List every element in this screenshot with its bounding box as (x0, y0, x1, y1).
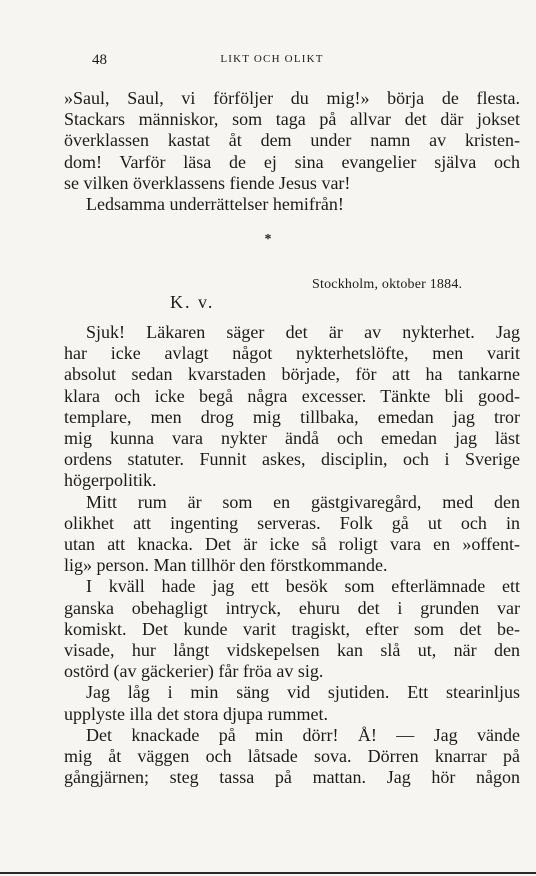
text-line: överklassen kastat åt dem under namn av kristen- (64, 130, 520, 151)
text-line: komiskt. Det kunde varit tragiskt, efter som det be- (64, 618, 520, 639)
text-line: Ledsamma underrättelser hemifrån! (86, 194, 344, 215)
text-line: absolut sedan kvarstaden började, för att ha tankarne (64, 364, 520, 385)
text-line: upplyste illa det stora djupa rummet. (64, 703, 328, 724)
text-line: högerpolitik. (64, 470, 157, 491)
text-line: I kväll hade jag ett besök som efterlämnade ett (86, 576, 520, 597)
text-line: ordens statuter. Funnit askes, disciplin, och i Sverige (64, 449, 520, 470)
scan-edge (0, 872, 536, 874)
text-line: mig åt väggen och låtsade sova. Dörren knarrar på (64, 746, 520, 767)
text-line: har icke avlagt något nykterhetslöfte, men varit (64, 343, 520, 364)
text-line: Stackars människor, som taga på allvar det där jokset (64, 109, 520, 130)
text-line: Mitt rum är som en gästgivaregård, med den (86, 491, 520, 512)
text-line: Sjuk! Läkaren säger det är av nykterhet. Jag (86, 322, 520, 342)
text-line: olikhet att ingenting serveras. Folk gå ut och in (64, 512, 520, 533)
letter-body (64, 322, 520, 788)
text-line: utan att knacka. Det är icke så roligt vara en »offent- (64, 534, 520, 555)
text-line: lig» person. Man tillhör den förstkommande. (64, 555, 388, 576)
letter-dateline: Stockholm, oktober 1884. (312, 277, 463, 292)
text-line: klara och icke begå några excesser. Tänkte bli good- (64, 385, 520, 406)
text-line: visade, hur långt vidskepelsen kan slå ut, när den (64, 640, 520, 661)
text-line: dom! Varför läsa de ej sina evangelier själva och (64, 151, 520, 172)
text-line: ostörd (av gäckerier) får fröa av sig. (64, 661, 324, 682)
text-line: ganska obehagligt intryck, ehuru det i grunden var (64, 597, 520, 618)
page-number: 48 (92, 52, 107, 68)
text-line: »Saul, Saul, vi förföljer du mig!» börja de flesta. (64, 88, 520, 108)
letter-salutation: K. v. (170, 292, 215, 312)
text-line: Jag låg i min säng vid sjutiden. Ett stearinljus (86, 682, 520, 703)
top-paragraphs (64, 88, 520, 215)
text-line: Det knackade på min dörr! Å! — Jag vände (86, 724, 520, 745)
text-line: mig kunna vara nykter ändå och emedan jag läst (64, 428, 520, 449)
page-header (92, 52, 452, 72)
text-line: templare, men drog mig tillbaka, emedan jag tror (64, 406, 520, 427)
text-line: gångjärnen; steg tassa på mattan. Jag hör någon (64, 767, 520, 788)
text-line: se vilken överklassens fiende Jesus var! (64, 172, 351, 193)
section-separator: * (264, 232, 272, 247)
running-head: LIKT OCH OLIKT (220, 53, 324, 65)
